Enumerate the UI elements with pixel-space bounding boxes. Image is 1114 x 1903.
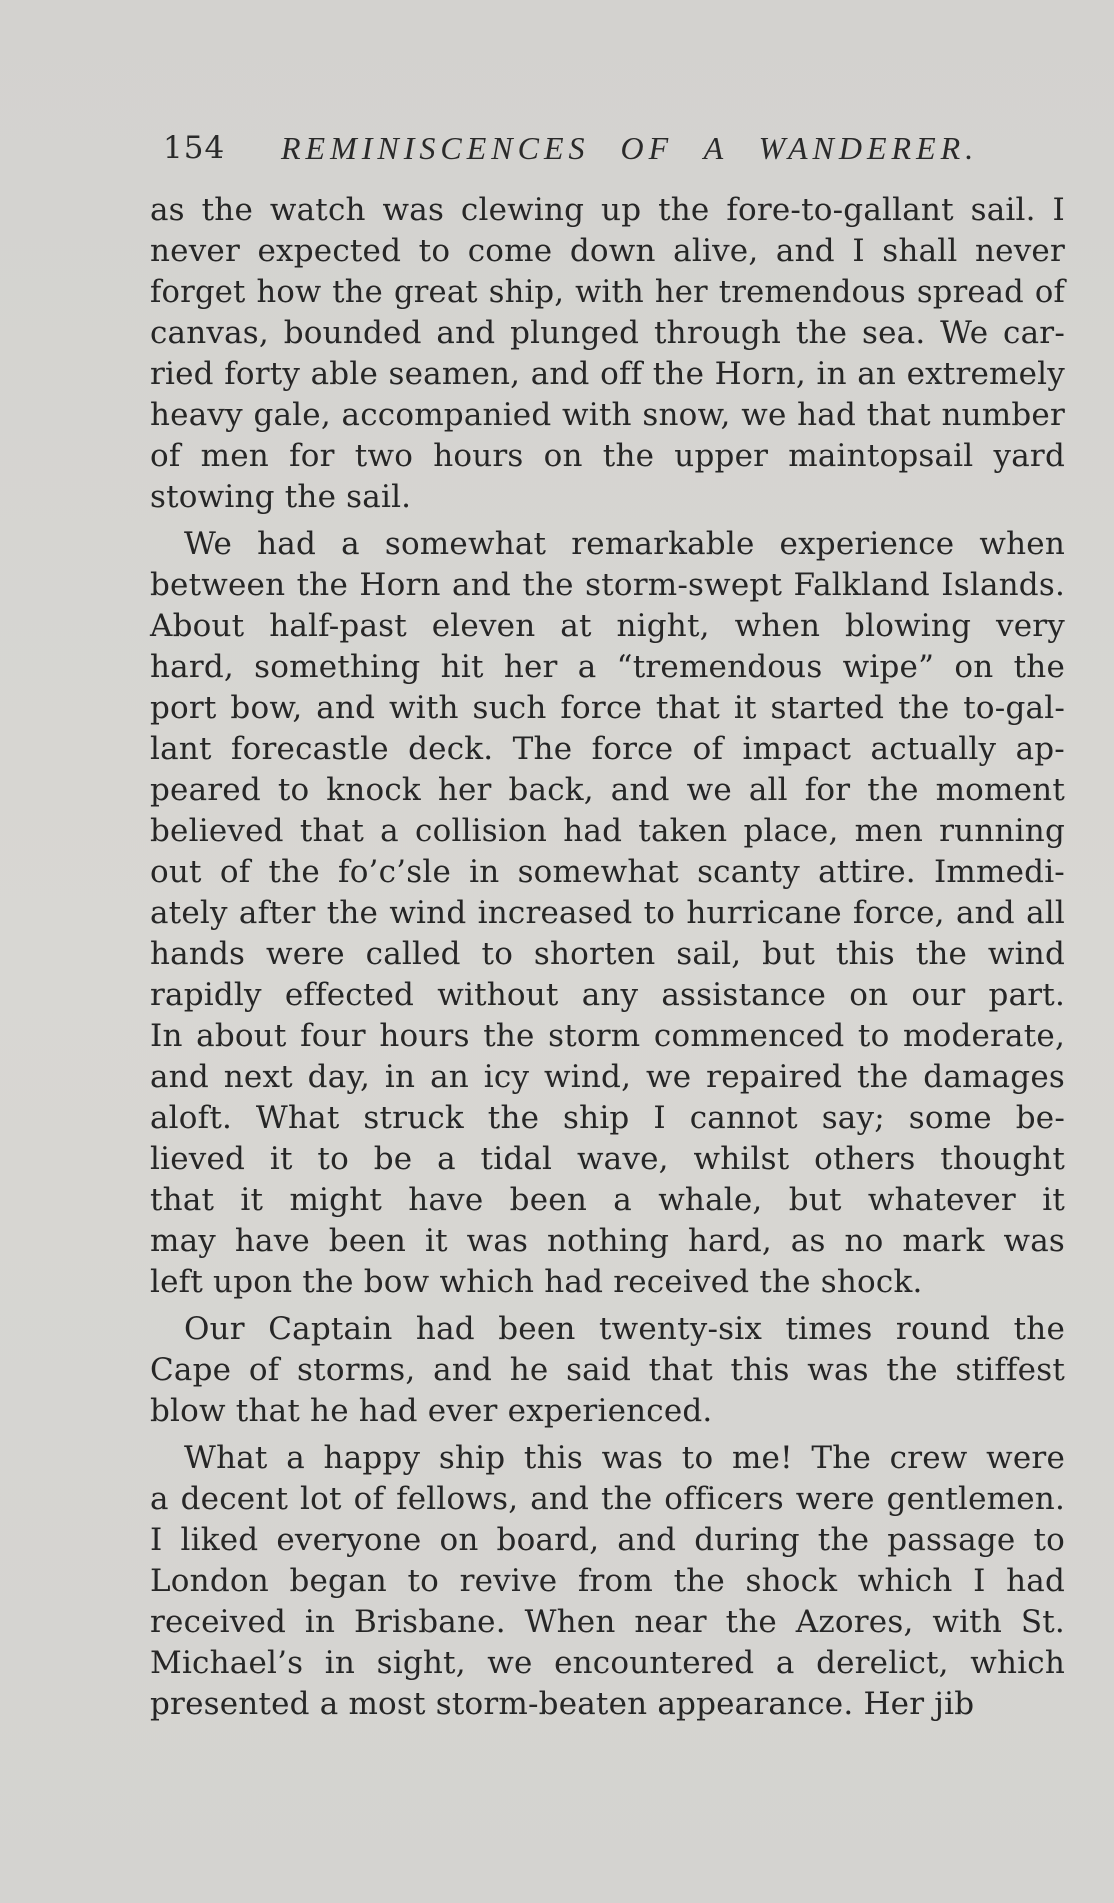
- text-line: may have been it was nothing hard, as no mark was: [150, 1223, 1065, 1259]
- page-number: 154: [163, 130, 226, 166]
- text-line: and next day, in an icy wind, we repaired the damages: [150, 1059, 1065, 1095]
- text-line: Our Captain had been twenty-six times round the: [184, 1311, 1065, 1347]
- text-line: Cape of storms, and he said that this was the stiffest: [150, 1352, 1065, 1388]
- paragraph: [150, 524, 1065, 1303]
- paragraph: [150, 1438, 1065, 1725]
- text-line: canvas, bounded and plunged through the sea. We car-: [150, 315, 1065, 351]
- text-line: stowing the sail.: [150, 479, 412, 515]
- body-text: [150, 190, 1065, 1725]
- page-header: [163, 126, 1063, 172]
- text-line: lieved it to be a tidal wave, whilst others thought: [150, 1141, 1065, 1177]
- paragraph: [150, 1309, 1065, 1432]
- text-line: lant forecastle deck. The force of impact actually ap-: [150, 731, 1065, 767]
- text-line: forget how the great ship, with her tremendous spread of: [150, 275, 1065, 310]
- text-line: Michael’s in sight, we encountered a derelict, which: [150, 1645, 1065, 1681]
- text-line: ately after the wind increased to hurricane force, and all: [150, 895, 1065, 931]
- text-line: believed that a collision had taken place, men running: [150, 813, 1065, 849]
- text-line: ried forty able seamen, and off the Horn, in an extremely: [150, 356, 1065, 392]
- text-line: never expected to come down alive, and I shall never: [150, 233, 1065, 269]
- text-line: presented a most storm-beaten appearance. Her jib: [150, 1686, 975, 1722]
- text-line: between the Horn and the storm-swept Falkland Islands.: [150, 567, 1065, 603]
- text-line: a decent lot of fellows, and the officers were gentlemen.: [150, 1481, 1065, 1517]
- text-line: left upon the bow which had received the shock.: [150, 1264, 923, 1300]
- text-line: I liked everyone on board, and during the passage to: [150, 1522, 1065, 1558]
- text-line: hands were called to shorten sail, but this the wind: [150, 936, 1065, 972]
- text-line: aloft. What struck the ship I cannot say; some be-: [150, 1100, 1065, 1136]
- text-line: What a happy ship this was to me! The crew were: [184, 1440, 1065, 1476]
- text-line: rapidly effected without any assistance on our part.: [150, 977, 1065, 1013]
- text-line: received in Brisbane. When near the Azores, with St.: [150, 1604, 1065, 1640]
- text-line: hard, something hit her a “tremendous wipe” on the: [150, 649, 1065, 685]
- text-line: port bow, and with such force that it started the to-gal-: [150, 690, 1065, 726]
- text-line: heavy gale, accompanied with snow, we had that number: [150, 397, 1065, 433]
- running-head: REMINISCENCES OF A WANDERER.: [281, 130, 979, 166]
- text-line: About half-past eleven at night, when blowing very: [150, 608, 1065, 644]
- text-line: We had a somewhat remarkable experience when: [184, 526, 1065, 562]
- text-line: as the watch was clewing up the fore-to-gallant sail. I: [150, 192, 1065, 228]
- text-line: that it might have been a whale, but whatever it: [150, 1182, 1065, 1218]
- paragraph: [150, 190, 1065, 518]
- text-line: of men for two hours on the upper maintopsail yard: [150, 438, 1065, 474]
- text-line: London began to revive from the shock which I had: [150, 1563, 1065, 1599]
- text-line: peared to knock her back, and we all for the moment: [150, 772, 1065, 808]
- text-line: In about four hours the storm commenced to moderate,: [150, 1018, 1065, 1054]
- text-line: out of the fo’c’sle in somewhat scanty attire. Immedi-: [150, 854, 1065, 890]
- text-line: blow that he had ever experienced.: [150, 1393, 713, 1429]
